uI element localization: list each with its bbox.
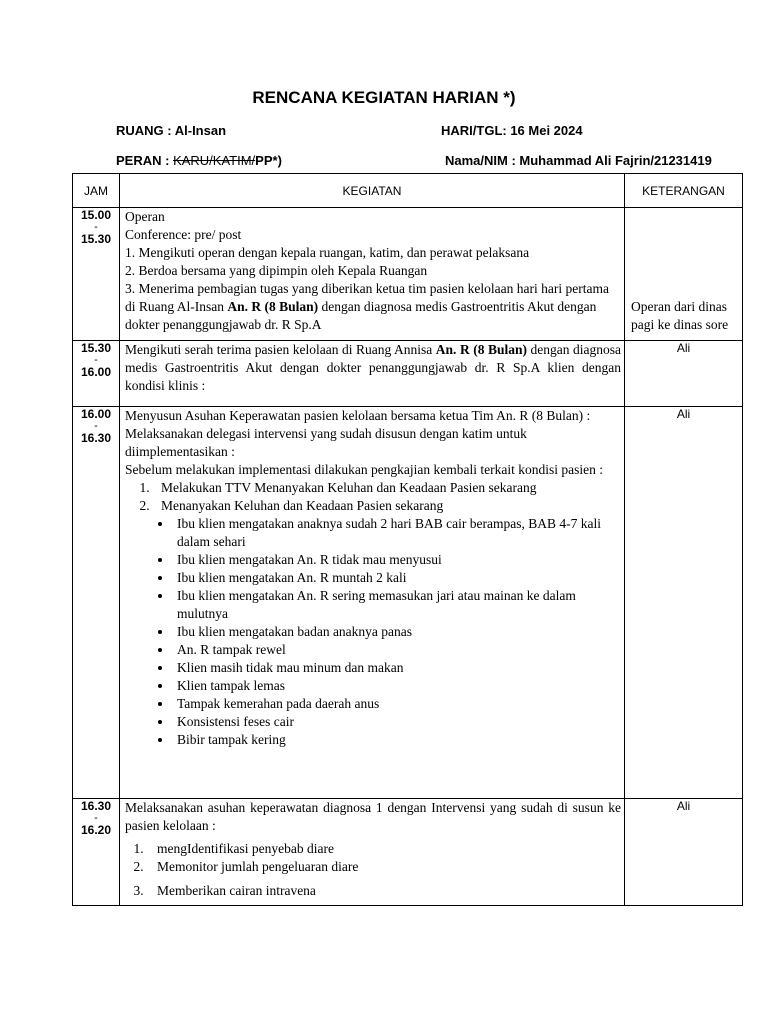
kegiatan-paragraph: Melaksanakan asuhan keperawatan diagnosa 1 dengan Intervensi yang sudah di susun ke pasien kelolaan :	[125, 800, 621, 833]
bullet-list	[125, 515, 621, 749]
jam-sep: -	[94, 420, 98, 432]
keterangan-cell	[625, 208, 743, 341]
kegiatan-line	[125, 280, 621, 334]
jam-start: 16.00	[80, 407, 112, 421]
kegiatan-paragraph: Melaksanakan delegasi intervensi yang sudah disusun dengan katim untuk diimplementasikan :	[125, 426, 527, 459]
list-item: • An. R tampak rewel	[173, 641, 621, 659]
list-item: • Konsistensi feses cair	[173, 713, 621, 731]
jam-sep: -	[94, 221, 98, 233]
numbered-list	[125, 479, 621, 749]
list-item: 1. Melakukan TTV Menanyakan Keluhan dan Keadaan Pasien sekarang	[153, 479, 621, 497]
list-item: • Tampak kemerahan pada daerah anus	[173, 695, 621, 713]
activity-table	[72, 173, 743, 906]
list-item: • Klien tampak lemas	[173, 677, 621, 695]
list-item: 1. mengIdentifikasi penyebab diare	[147, 840, 621, 858]
jam-cell	[73, 799, 120, 906]
jam-cell	[73, 407, 120, 799]
kegiatan-cell	[120, 341, 625, 407]
keterangan-text: Operan dari dinas pagi ke dinas sore	[631, 299, 729, 332]
list-item: 2. Memonitor jumlah pengeluaran diare	[147, 858, 621, 876]
peran-label	[116, 153, 282, 168]
peran-struck: KARU/KATIM/	[173, 153, 256, 168]
text-segment: dengan diagnosa medis Gastroentritis Akut dengan dokter penanggungjawab dr. R Sp.A klien dengan kondisi klinis :	[125, 342, 621, 393]
jam-start: 16.30	[80, 799, 112, 813]
text-segment: dengan diagnosa medis Gastroentritis Akut dengan dokter penanggungjawab dr. R Sp.A	[125, 299, 597, 332]
kegiatan-cell	[120, 407, 625, 799]
keterangan-text: Ali	[676, 799, 691, 813]
table-row	[73, 799, 743, 906]
ruang-label: RUANG : Al-Insan	[116, 123, 227, 138]
patient-name: An. R (8 Bulan)	[227, 299, 319, 314]
jam-cell	[73, 208, 120, 341]
table-row	[73, 341, 743, 407]
kegiatan-line: Operan	[125, 209, 165, 224]
header-keterangan: KETERANGAN	[625, 174, 743, 208]
jam-cell	[73, 341, 120, 407]
peran-prefix: PERAN :	[116, 153, 174, 168]
kegiatan-paragraph: Sebelum melakukan implementasi dilakukan pengkajian kembali terkait kondisi pasien :	[125, 462, 604, 477]
keterangan-cell	[625, 341, 743, 407]
kegiatan-cell	[120, 799, 625, 906]
jam-sep: -	[94, 812, 98, 824]
text-segment: Mengikuti serah terima pasien kelolaan di Ruang Annisa	[125, 342, 436, 357]
keterangan-text: Ali	[676, 407, 691, 421]
table-header-row	[73, 174, 743, 208]
nama-nim-label: Nama/NIM : Muhammad Ali Fajrin/21231419	[445, 153, 712, 168]
kegiatan-line: 1. Mengikuti operan dengan kepala ruangan, katim, dan perawat pelaksana	[125, 245, 530, 260]
list-item: • Ibu klien mengatakan badan anaknya panas	[173, 623, 621, 641]
list-item: • Bibir tampak kering	[173, 731, 621, 749]
list-item: • Ibu klien mengatakan anaknya sudah 2 hari BAB cair berampas, BAB 4-7 kali dalam sehari	[173, 515, 621, 551]
list-item	[153, 497, 621, 749]
list-item-text: Menanyakan Keluhan dan Keadaan Pasien sekarang	[161, 498, 444, 513]
text-segment: 3. Menerima pembagian tugas yang diberikan ketua tim pasien kelolaan hari hari pertama di Ruang Al-Insan	[125, 281, 609, 314]
numbered-list	[125, 840, 621, 900]
kegiatan-paragraph: Menyusun Asuhan Keperawatan pasien kelolaan bersama ketua Tim An. R (8 Bulan) :	[125, 408, 591, 423]
table-row	[73, 208, 743, 341]
header-jam: JAM	[73, 174, 120, 208]
kegiatan-cell	[120, 208, 625, 341]
header-kegiatan: KEGIATAN	[120, 174, 625, 208]
jam-sep: -	[94, 354, 98, 366]
jam-start: 15.30	[80, 341, 112, 355]
jam-end: 16.30	[80, 431, 112, 445]
kegiatan-line: Conference: pre/ post	[125, 227, 242, 242]
hari-tgl-label: HARI/TGL: 16 Mei 2024	[441, 123, 583, 138]
jam-end: 16.00	[80, 365, 112, 379]
jam-end: 15.30	[80, 232, 112, 246]
peran-suffix: PP*)	[255, 153, 282, 168]
list-item: 3. Memberikan cairan intravena	[147, 882, 621, 900]
jam-start: 15.00	[80, 208, 112, 222]
list-item: • Ibu klien mengatakan An. R muntah 2 kali	[173, 569, 621, 587]
list-item: • Ibu klien mengatakan An. R sering memasukan jari atau mainan ke dalam mulutnya	[173, 587, 621, 623]
list-item: • Klien masih tidak mau minum dan makan	[173, 659, 621, 677]
keterangan-text: Ali	[676, 341, 691, 355]
kegiatan-line: 2. Berdoa bersama yang dipimpin oleh Kepala Ruangan	[125, 263, 428, 278]
patient-name: An. R (8 Bulan)	[435, 342, 527, 357]
page-title: RENCANA KEGIATAN HARIAN *)	[252, 88, 516, 107]
jam-end: 16.20	[80, 823, 112, 837]
table-row	[73, 407, 743, 799]
list-item: • Ibu klien mengatakan An. R tidak mau menyusui	[173, 551, 621, 569]
keterangan-cell	[625, 799, 743, 906]
keterangan-cell	[625, 407, 743, 799]
